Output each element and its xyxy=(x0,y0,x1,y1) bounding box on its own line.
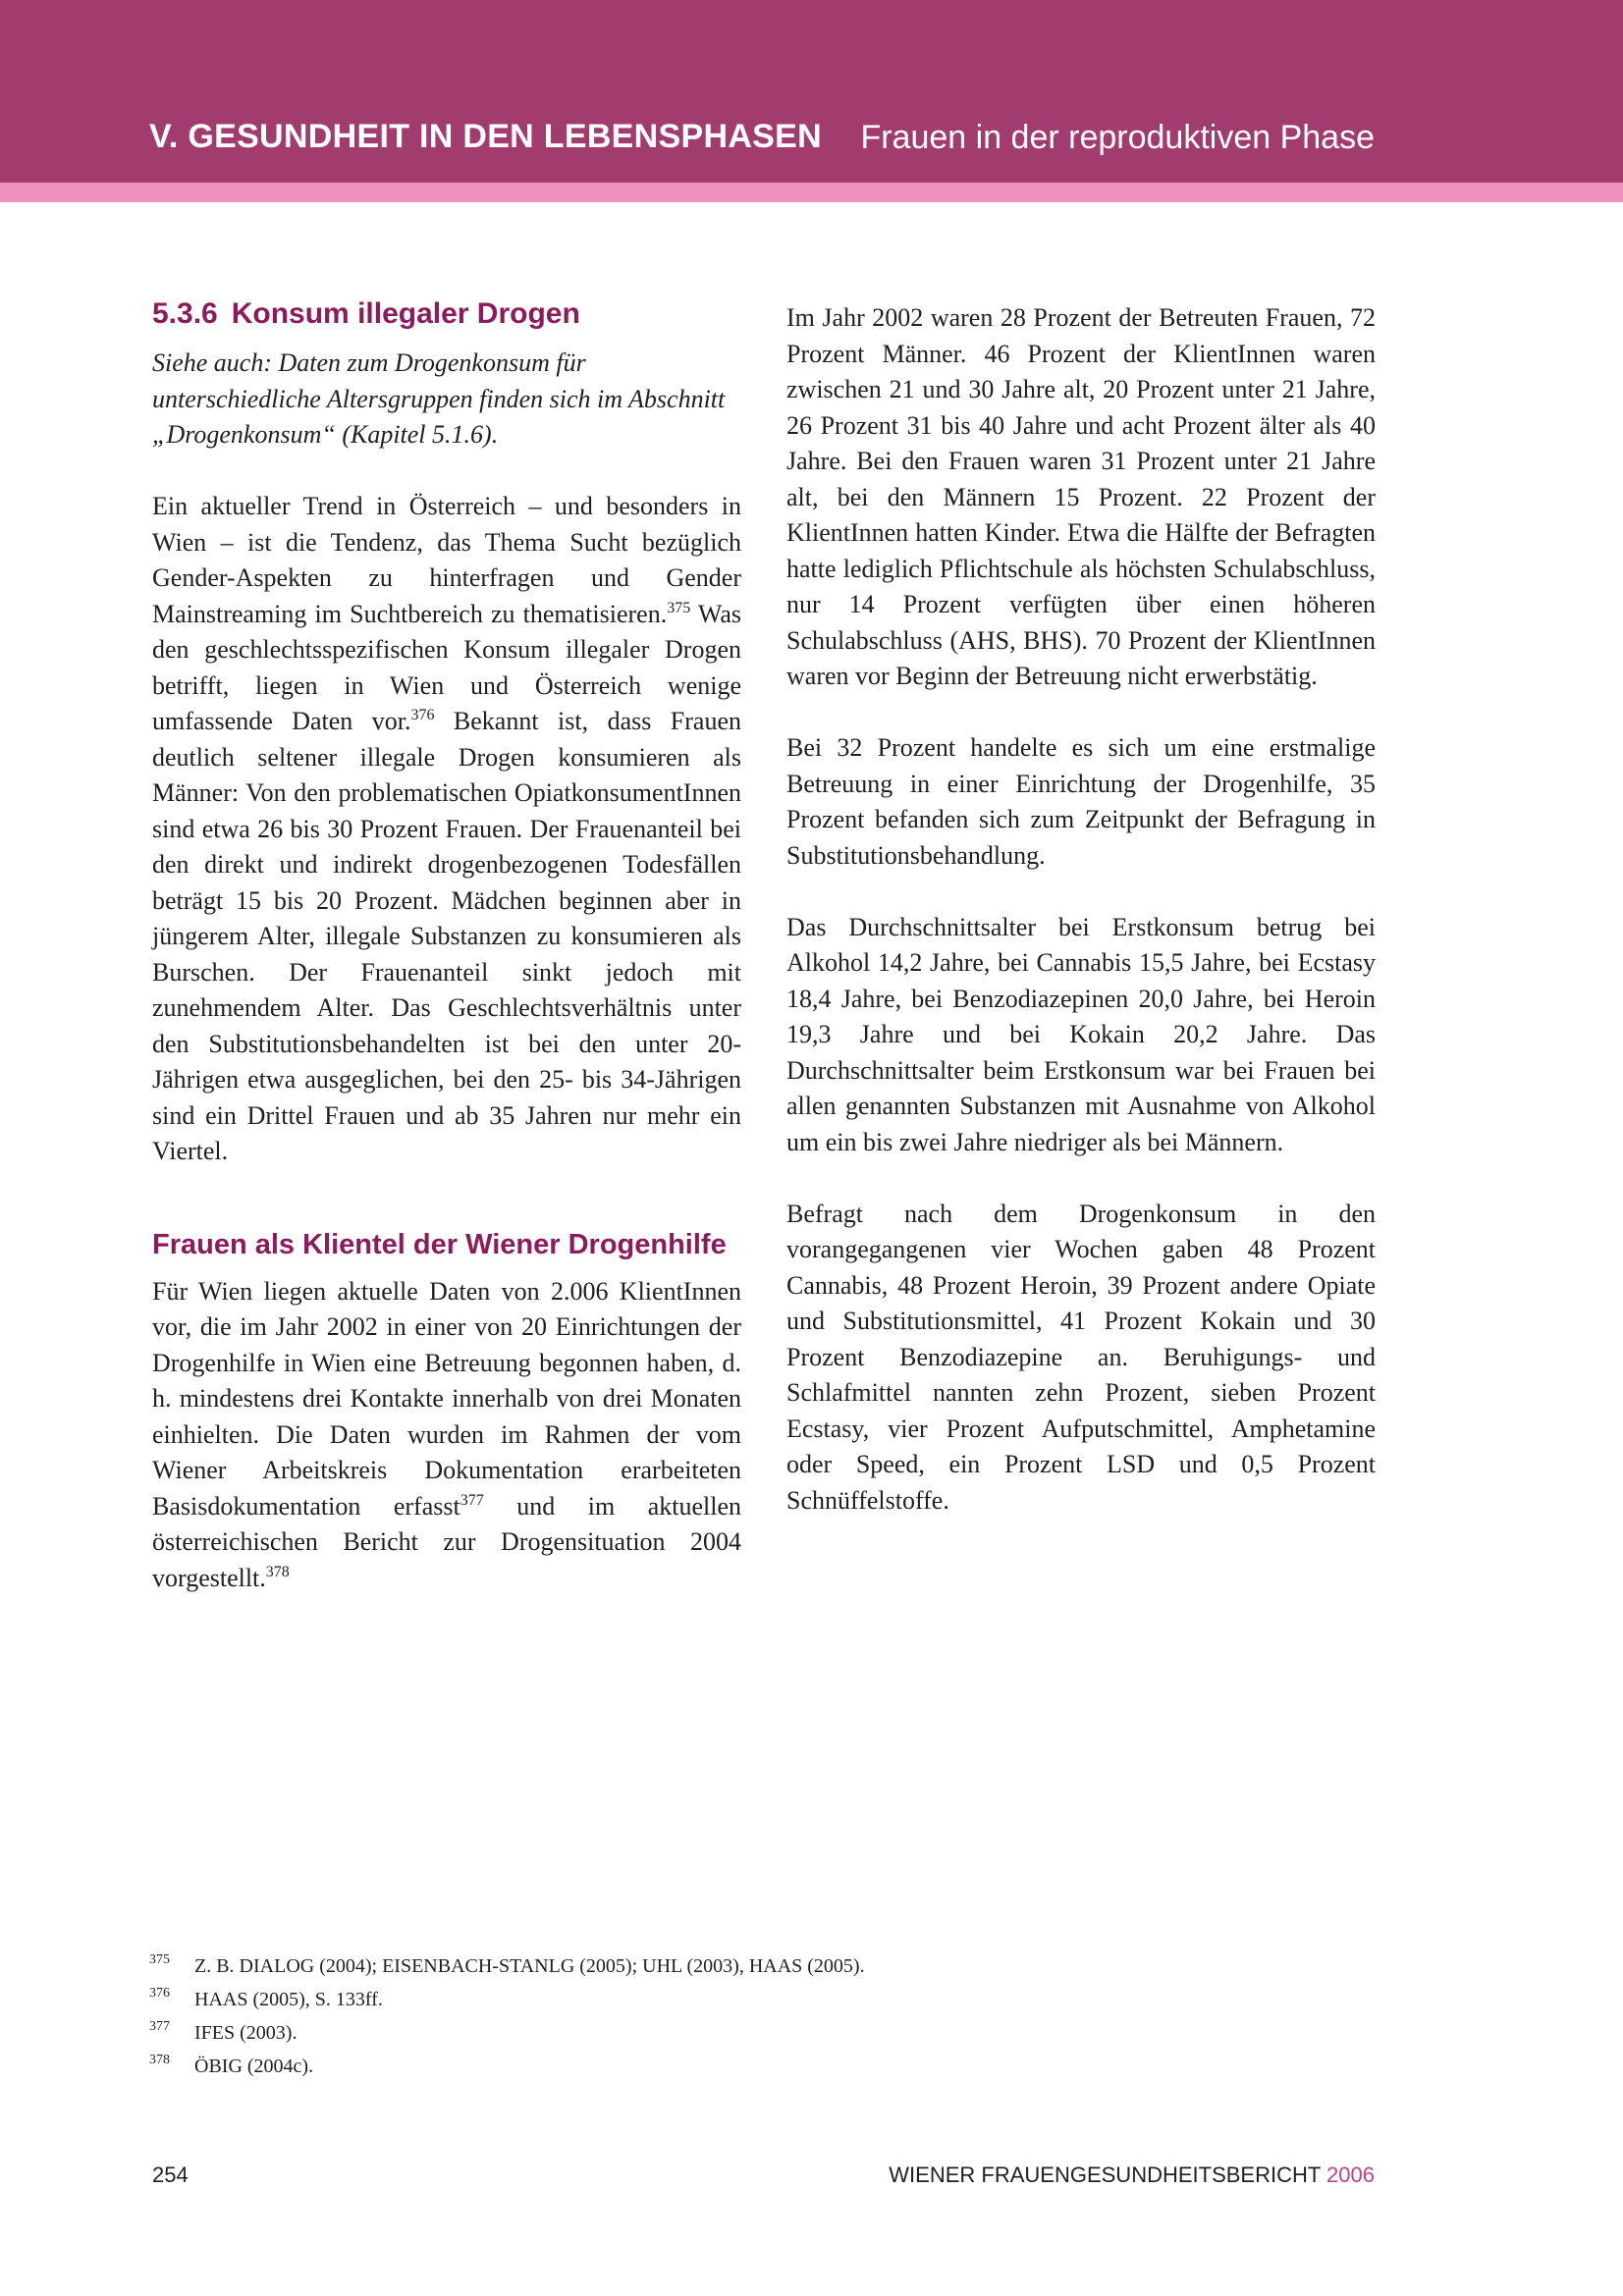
paragraph: Das Durchschnittsalter bei Erstkonsum betrug bei Alkohol 14,2 Jahre, bei Cannabis 15,5 Jahre, bei Ecstasy 18,4 Jahre, bei Benzodiazepinen 20,0 Jahre, bei Heroin 19,3 Jahre und bei Kokain 20,2 Jahre. Das Durchschnittsalter beim Erstkonsum war bei Frauen bei allen genannten Substanzen mit Ausnahme von Alkohol um ein bis zwei Jahre niedriger als bei Männern. xyxy=(786,912,1376,1156)
header-band xyxy=(0,0,1623,183)
left-column xyxy=(152,294,741,1596)
chapter-title: V. GESUNDHEIT IN DEN LEBENSPHASEN xyxy=(149,118,822,155)
footnote-number: 375 xyxy=(149,1952,170,1967)
report-year: 2006 xyxy=(1326,2163,1375,2187)
footnote-text: ÖBIG (2004c). xyxy=(194,2056,314,2077)
footnote-number: 377 xyxy=(149,2019,170,2034)
footnote-ref[interactable]: 378 xyxy=(265,1563,290,1580)
cross-reference-note: Siehe auch: Daten zum Drogenkonsum für unterschiedliche Altersgruppen finden sich im Abschnitt „Drogenkonsum“ (Kapitel 5.1.6). xyxy=(152,348,726,449)
right-column xyxy=(786,300,1376,1519)
section-running-title: Frauen in der reproduktiven Phase xyxy=(860,119,1375,156)
footnote-number: 378 xyxy=(149,2053,170,2067)
footnote xyxy=(149,1983,1033,2016)
paragraph: Für Wien liegen aktuelle Daten von 2.006 KlientInnen vor, die im Jahr 2002 in einer von 20 Einrichtungen der Drogenhilfe in Wien eine Betreuung begonnen haben, d. h. mindestens drei Kontakte innerhalb von drei Monaten einhielten. Die Daten wurden im Rahmen der vom Wiener Arbeitskreis Dokumentation erarbeiteten Basisdokumentation erfasst$^{377}$ und im aktuellen österreichischen Bericht zur Drogensituation 2004 vorgestellt.$^{378}$ xyxy=(152,1276,741,1592)
footnote-ref[interactable]: 376 xyxy=(410,707,435,723)
report-title-text: WIENER FRAUENGESUNDHEITSBERICHT xyxy=(889,2163,1321,2187)
section-number: 5.3.6 xyxy=(152,297,218,330)
section-heading xyxy=(152,294,741,334)
footnotes xyxy=(149,1949,1033,2083)
footnote-text: IFES (2003). xyxy=(194,2022,298,2044)
page-number: 254 xyxy=(152,2163,189,2187)
footnote xyxy=(149,1949,1033,1983)
paragraph: Ein aktueller Trend in Österreich – und besonders in Wien – ist die Tendenz, das Thema Sucht bezüglich Gender-Aspekten zu hinterfragen und Gender Mainstreaming im Suchtbereich zu thematisieren.$^{375}$ Was den geschlechtsspezifischen Konsum illegaler Drogen betrifft, liegen in Wien und Österreich wenige umfassende Daten vor.$^{376}$ Bekannt ist, dass Frauen deutlich seltener illegale Drogen konsumieren als Männer: Von den problematischen OpiatkonsumentInnen sind etwa 26 bis 30 Prozent Frauen. Der Frauenanteil bei den direkt und indirekt drogenbezogenen Todesfällen beträgt 15 bis 20 Prozent. Mädchen beginnen aber in jüngerem Alter, illegale Substanzen zu konsumieren als Burschen. Der Frauenanteil sinkt jedoch mit zunehmendem Alter. Das Geschlechtsverhältnis unter den Substitutionsbehandelten ist bei den unter 20-Jährigen etwa ausgeglichen, bei den 25- bis 34-Jährigen sind ein Drittel Frauen und ab 35 Jahren nur mehr ein Viertel. xyxy=(152,492,741,1165)
paragraph: Bei 32 Prozent handelte es sich um eine erstmalige Betreuung in einer Einrichtung der Drogenhilfe, 35 Prozent befanden sich zum Zeitpunkt der Befragung in Substitutionsbehandlung. xyxy=(786,733,1376,870)
footnote-text: HAAS (2005), S. 133ff. xyxy=(194,1989,383,2010)
subsection-heading: Frauen als Klientel der Wiener Drogenhilfe xyxy=(152,1228,727,1260)
report-title xyxy=(889,2163,1375,2188)
paragraph: Befragt nach dem Drogenkonsum in den vorangegangenen vier Wochen gaben 48 Prozent Cannabis, 48 Prozent Heroin, 39 Prozent andere Opiate und Substitutionsmittel, 41 Prozent Kokain und 30 Prozent Benzodiazepine an. Beruhigungs- und Schlafmittel nannten zehn Prozent, sieben Prozent Ecstasy, vier Prozent Aufputschmittel, Amphetamine oder Speed, ein Prozent LSD und 0,5 Prozent Schnüffelstoffe. xyxy=(786,1199,1376,1515)
paragraph: Im Jahr 2002 waren 28 Prozent der Betreuten Frauen, 72 Prozent Männer. 46 Prozent der KlientInnen waren zwischen 21 und 30 Jahre alt, 20 Prozent unter 21 Jahre, 26 Prozent 31 bis 40 Jahre und acht Prozent älter als 40 Jahre. Bei den Frauen waren 31 Prozent unter 21 Jahre alt, bei den Männern 15 Prozent. 22 Prozent der KlientInnen hatten Kinder. Etwa die Hälfte der Befragten hatte lediglich Pflichtschule als höchsten Schulabschluss, nur 14 Prozent verfügten über einen höheren Schulabschluss (AHS, BHS). 70 Prozent der KlientInnen waren vor Beginn der Betreuung nicht erwerbstätig. xyxy=(786,303,1376,690)
footnote xyxy=(149,2050,1033,2083)
header-stripe xyxy=(0,183,1623,202)
footnote-ref[interactable]: 377 xyxy=(460,1491,484,1509)
footnote-number: 376 xyxy=(149,1986,170,2001)
footnote-text: Z. B. DIALOG (2004); EISENBACH-STANLG (2005); UHL (2003), HAAS (2005). xyxy=(194,1955,865,1977)
footnote-ref[interactable]: 375 xyxy=(667,599,691,616)
footnote xyxy=(149,2016,1033,2050)
section-title: Konsum illegaler Drogen xyxy=(231,297,580,330)
